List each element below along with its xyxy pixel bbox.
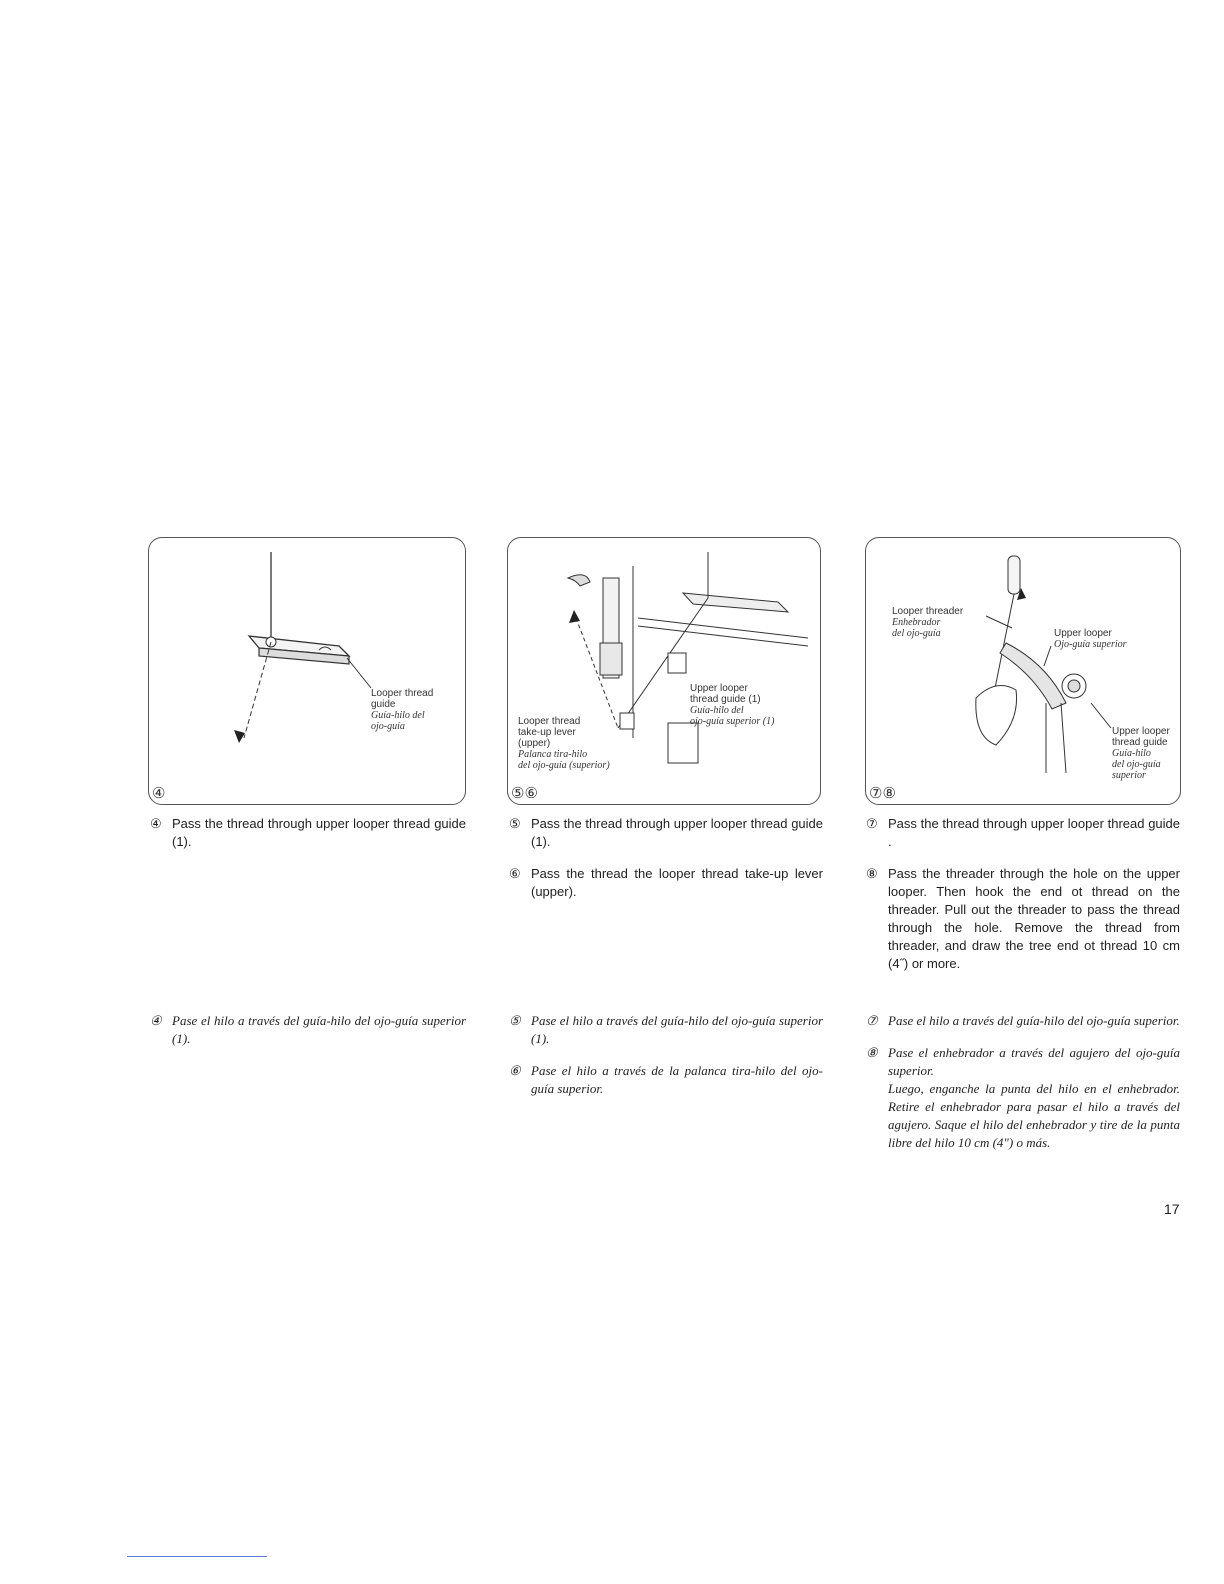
instruction-step-6-es: ⑥ Pase el hilo a través de la palanca tira-hilo del ojo-guía superior. — [509, 1063, 823, 1096]
figure-panel-steps-7-8 — [865, 537, 1181, 805]
step-number-badge: ⑤⑥ — [511, 785, 538, 802]
illustration-thread-guide — [149, 538, 466, 805]
footer-rule — [127, 1556, 267, 1557]
spanish-column-2 — [509, 1012, 823, 1112]
instruction-step-6-en: ⑥ Pass the thread the looper thread take-up lever (upper). — [509, 866, 823, 899]
step-number-badge: ④ — [152, 785, 166, 802]
step-number-badge: ⑦⑧ — [869, 785, 896, 802]
english-column-1 — [150, 815, 466, 865]
english-column-3 — [866, 815, 1180, 987]
label-upper-looper-thread-guide: Upper looper thread guide Guía-hilo del ojo-guía superior — [1112, 726, 1170, 781]
figure-panel-steps-5-6 — [507, 537, 821, 805]
instruction-step-8-es: ⑧ Pase el enhebrador a través del agujero del ojo-guía superior. Luego, enganche la punta del hilo en el enhebrador. Retire el enhebrador para pasar el hilo a través del agujero. Saque el hilo del enhebrador y tire de la punta libre del hilo 10 cm (4") o más. — [866, 1045, 1180, 1150]
label-upper-looper-thread-guide: Upper looper thread guide (1) Guía-hilo del ojo-guía superior (1) — [690, 683, 775, 727]
english-column-2 — [509, 815, 823, 915]
instruction-step-4-en: ④ Pass the thread through upper looper thread guide (1). — [150, 816, 466, 849]
label-looper-thread-guide: Looper thread guide Guía-hilo del ojo-guía — [371, 688, 434, 732]
spanish-column-1 — [150, 1012, 466, 1062]
instruction-step-8-en: ⑧ Pass the threader through the hole on the upper looper. Then hook the end ot thread on the threader. Pull out the threader to pass the thread through the hole. Remove the thread from threader, and draw the tree end ot thread 10 cm (4˝) or more. — [866, 866, 1180, 971]
instruction-step-5-es: ⑤ Pase el hilo a través del guía-hilo del ojo-guía superior (1). — [509, 1013, 823, 1046]
instruction-step-5-en: ⑤ Pass the thread through upper looper thread guide (1). — [509, 816, 823, 849]
label-looper-threader: Looper threader Enhebrador del ojo-guía — [892, 606, 964, 639]
instruction-step-7-es: ⑦ Pase el hilo a través del guía-hilo del ojo-guía superior. — [866, 1013, 1180, 1028]
label-upper-looper: Upper looper Ojo-guía superior — [1054, 628, 1127, 650]
label-take-up-lever: Looper thread take-up lever (upper) Palanca tira-hilo del ojo-guía (superior) — [518, 716, 610, 771]
page-number: 17 — [1164, 1201, 1180, 1217]
instruction-step-4-es: ④ Pase el hilo a través del guía-hilo del ojo-guía superior (1). — [150, 1013, 466, 1046]
spanish-column-3 — [866, 1012, 1180, 1166]
instruction-step-7-en: ⑦ Pass the thread through upper looper thread guide . — [866, 816, 1180, 849]
figure-panel-step-4 — [148, 537, 466, 805]
